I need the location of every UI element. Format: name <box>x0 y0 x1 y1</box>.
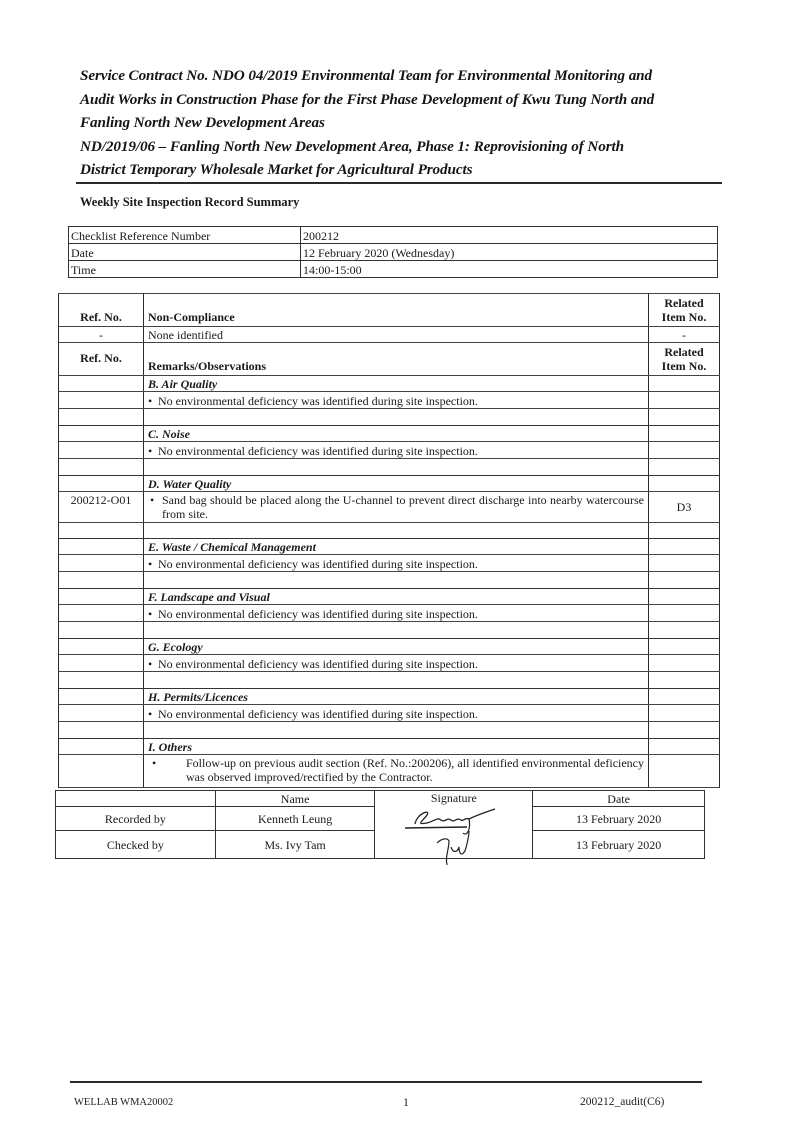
ref-cell <box>59 655 144 672</box>
bullet-icon: • <box>148 707 153 721</box>
ref-cell <box>59 755 144 788</box>
signature-cell <box>375 791 533 859</box>
col-ref-header: Ref. No. <box>59 294 144 327</box>
bullet-icon: • <box>148 607 153 621</box>
ref-cell <box>59 442 144 459</box>
document-header <box>80 64 722 182</box>
spacer-row <box>59 409 720 426</box>
related-cell <box>649 705 720 722</box>
remark-text: No environmental deficiency was identified during site inspection. <box>158 557 478 571</box>
table-row <box>59 442 720 459</box>
handwritten-signatures-icon <box>397 791 517 871</box>
ref-cell <box>59 605 144 622</box>
related-cell: D3 <box>649 492 720 523</box>
bullet-icon: • <box>150 493 155 507</box>
col-signature-header: Signature <box>430 791 477 805</box>
footer-doc-code: WELLAB WMA20002 <box>74 1097 174 1108</box>
section-heading-row <box>59 476 720 492</box>
header-line: ND/2019/06 – Fanling North New Development Area, Phase 1: Reprovisioning of North <box>80 137 625 155</box>
info-row <box>69 261 718 278</box>
ref-cell <box>59 705 144 722</box>
header-line: Service Contract No. NDO 04/2019 Environmental Team for Environmental Monitoring and <box>80 67 653 84</box>
date-cell: 13 February 2020 <box>533 831 705 859</box>
bullet-icon: • <box>148 657 153 671</box>
role-cell: Checked by <box>56 831 216 859</box>
remark-text: No environmental deficiency was identified during site inspection. <box>158 444 478 458</box>
header-line: Fanling North New Development Areas <box>80 114 325 132</box>
section-title: E. Waste / Chemical Management <box>144 539 649 555</box>
section-heading-row <box>59 426 720 442</box>
summary-title: Weekly Site Inspection Record Summary <box>80 195 300 209</box>
info-row <box>69 227 718 244</box>
related-cell <box>649 755 720 788</box>
noncompliance-header-row <box>59 294 720 327</box>
section-heading-row <box>59 689 720 705</box>
remark-cell <box>144 605 649 622</box>
bullet-icon: • <box>148 444 153 458</box>
footer-divider <box>70 1081 702 1083</box>
related-cell <box>649 605 720 622</box>
section-title: C. Noise <box>144 426 649 442</box>
section-heading-row <box>59 739 720 755</box>
remark-text: Sand bag should be placed along the U-channel to prevent direct discharge into nearby watercourse from site. <box>162 493 644 521</box>
info-value: 200212 <box>301 227 718 244</box>
table-row <box>59 655 720 672</box>
page-number: 1 <box>403 1095 409 1109</box>
bullet-icon: • <box>148 557 153 571</box>
spacer-row <box>59 622 720 639</box>
section-heading-row <box>59 376 720 392</box>
date-cell: 13 February 2020 <box>533 807 705 831</box>
remark-cell <box>144 755 649 788</box>
table-row <box>59 392 720 409</box>
related-cell <box>649 555 720 572</box>
section-title: F. Landscape and Visual <box>144 589 649 605</box>
info-label: Date <box>69 244 301 261</box>
name-cell: Ms. Ivy Tam <box>215 831 375 859</box>
ref-cell <box>59 555 144 572</box>
related-cell <box>649 655 720 672</box>
remarks-header-row <box>59 343 720 376</box>
info-label: Checklist Reference Number <box>69 227 301 244</box>
remark-text: Follow-up on previous audit section (Ref. No.:200206), all identified environmental deficiency was observed improved/rectified by the Contractor. <box>186 756 644 784</box>
section-heading-row <box>59 539 720 555</box>
info-row <box>69 244 718 261</box>
section-title: D. Water Quality <box>144 476 649 492</box>
remark-cell <box>144 705 649 722</box>
table-row <box>59 555 720 572</box>
signoff-table <box>55 790 705 859</box>
related-cell: - <box>649 327 720 343</box>
bullet-icon: • <box>152 756 157 770</box>
spacer-row <box>59 672 720 689</box>
table-row <box>59 605 720 622</box>
spacer-row <box>59 459 720 476</box>
table-row <box>59 492 720 523</box>
section-title: B. Air Quality <box>144 376 649 392</box>
remark-text: No environmental deficiency was identified during site inspection. <box>158 607 478 621</box>
remark-text: No environmental deficiency was identified during site inspection. <box>158 394 478 408</box>
info-value: 14:00-15:00 <box>301 261 718 278</box>
col-related-header: Related Item No. <box>649 294 720 327</box>
ref-cell: - <box>59 327 144 343</box>
signoff-header-row <box>56 791 705 807</box>
ref-cell <box>59 392 144 409</box>
info-label: Time <box>69 261 301 278</box>
remark-cell <box>144 392 649 409</box>
table-row <box>59 705 720 722</box>
col-noncompliance-header: Non-Compliance <box>144 294 649 327</box>
info-value: 12 February 2020 (Wednesday) <box>301 244 718 261</box>
col-date-header: Date <box>533 791 705 807</box>
spacer-row <box>59 722 720 739</box>
remark-cell <box>144 655 649 672</box>
col-remarks-header: Remarks/Observations <box>144 343 649 376</box>
inspection-table <box>58 293 720 788</box>
remark-cell <box>144 492 649 523</box>
checklist-info-table <box>68 226 718 278</box>
section-title: I. Others <box>144 739 649 755</box>
spacer-row <box>59 572 720 589</box>
ref-cell: 200212-O01 <box>59 492 144 523</box>
remark-cell <box>144 442 649 459</box>
remark-cell <box>144 555 649 572</box>
section-heading-row <box>59 639 720 655</box>
name-cell: Kenneth Leung <box>215 807 375 831</box>
noncompliance-cell: None identified <box>144 327 649 343</box>
table-row <box>59 327 720 343</box>
remark-text: No environmental deficiency was identified during site inspection. <box>158 707 478 721</box>
col-ref-header: Ref. No. <box>59 343 144 376</box>
header-line: District Temporary Wholesale Market for Agricultural Products <box>80 161 473 179</box>
header-divider <box>76 182 722 184</box>
footer-file-ref: 200212_audit(C6) <box>580 1096 665 1108</box>
spacer-row <box>59 523 720 539</box>
table-row <box>59 755 720 788</box>
remark-text: No environmental deficiency was identified during site inspection. <box>158 657 478 671</box>
related-cell <box>649 442 720 459</box>
header-line: Audit Works in Construction Phase for the First Phase Development of Kwu Tung North and <box>80 90 655 108</box>
section-title: G. Ecology <box>144 639 649 655</box>
section-heading-row <box>59 589 720 605</box>
col-name-header: Name <box>215 791 375 807</box>
col-related-header: Related Item No. <box>649 343 720 376</box>
bullet-icon: • <box>148 394 153 408</box>
related-cell <box>649 392 720 409</box>
section-title: H. Permits/Licences <box>144 689 649 705</box>
role-cell: Recorded by <box>56 807 216 831</box>
